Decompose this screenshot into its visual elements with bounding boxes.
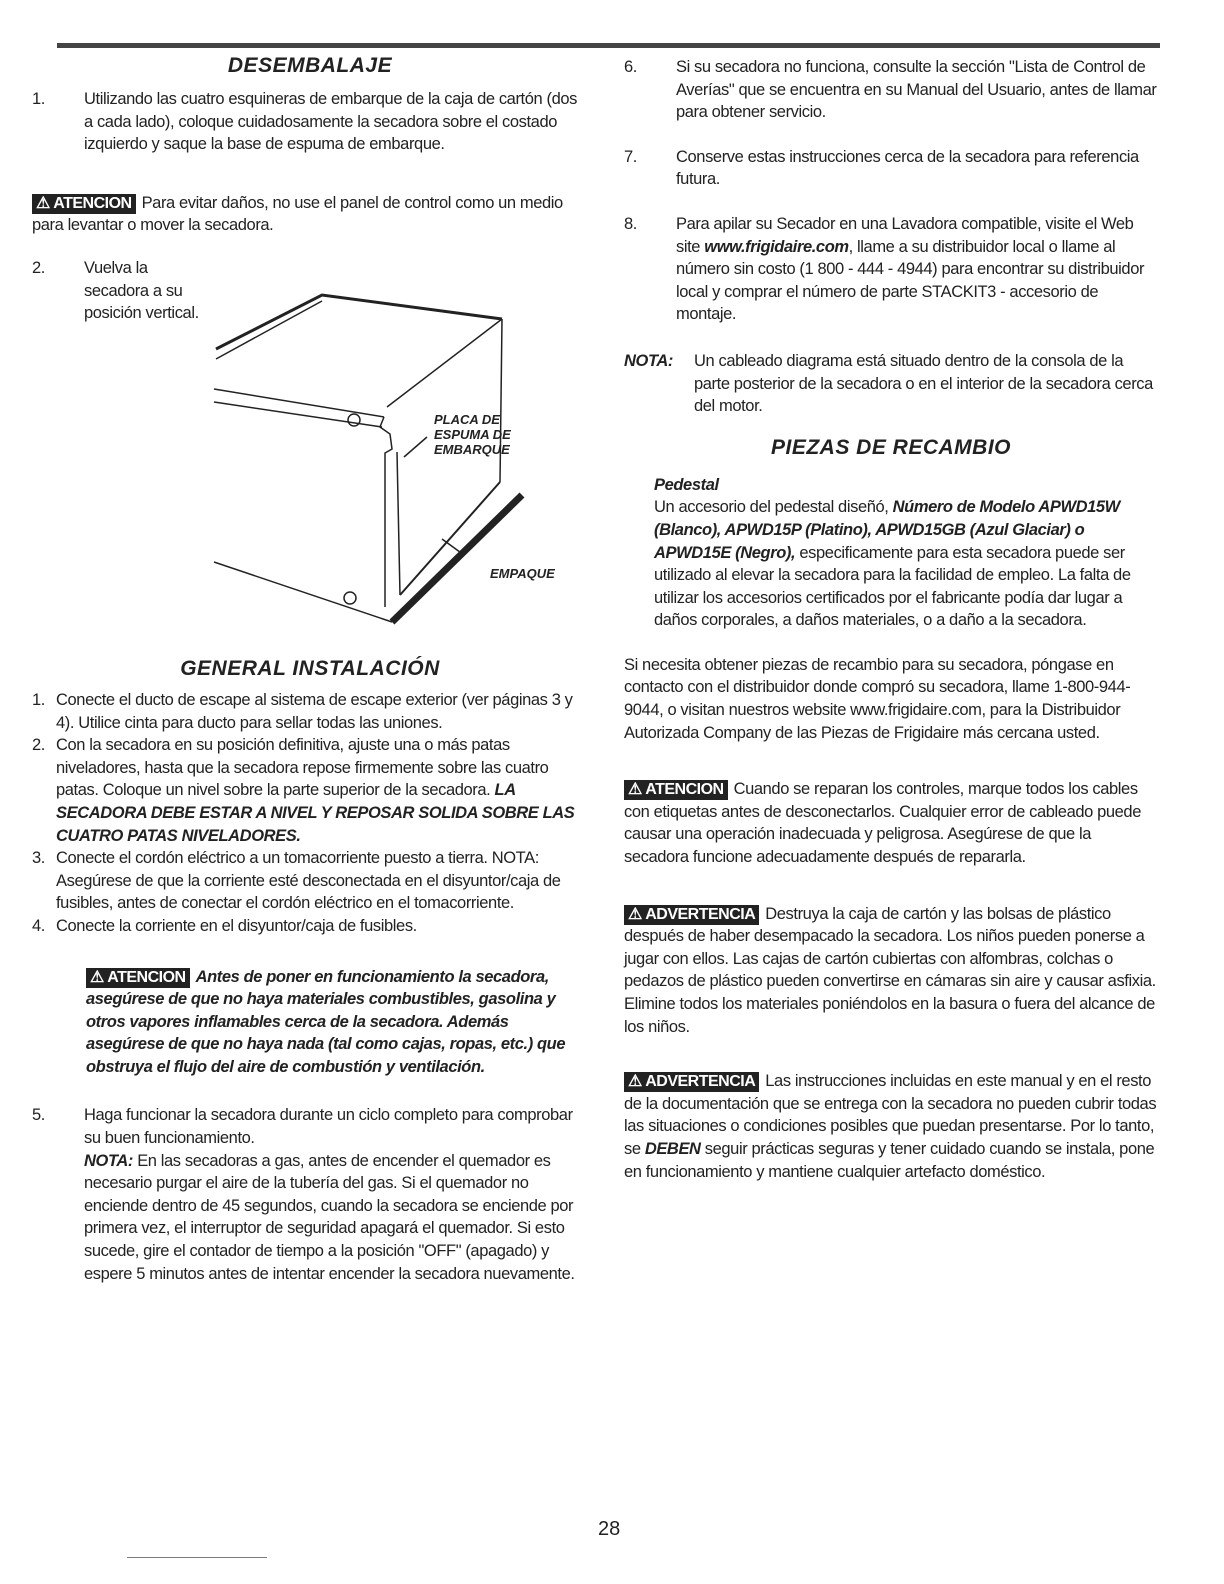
label-espuma: ESPUMA DE	[434, 426, 511, 442]
right-column	[624, 52, 1158, 1183]
warning-text: Antes de poner en funcionamiento la secadora, asegúrese de que no haya materiales combustibles, gasolina y otros vapores inflamables cerca de la secadora. Además asegúrese de que no haya nada (tal como cajas, ropas, etc.) que obstruya el flujo del aire de combustión y ventilación.	[86, 967, 566, 1076]
warning-badge: ⚠ ATENCION	[624, 780, 728, 800]
warning-badge: ⚠ ADVERTENCIA	[624, 905, 759, 925]
nota-text: Un cableado diagrama está situado dentro de la consola de la parte posterior de la secadora o en el interior de la secadora cerca del motor.	[694, 351, 1153, 416]
label-empaque: EMPAQUE	[490, 565, 555, 581]
pedestal-title: Pedestal	[654, 475, 719, 494]
warning-badge: ⚠ ATENCION	[32, 194, 136, 214]
page-number: 28	[598, 1518, 621, 1540]
warning-text: Para evitar daños, no use el panel de control como un medio para levantar o mover la secadora.	[32, 193, 563, 235]
recambio-paragraph: Si necesita obtener piezas de recambio para su secadora, póngase en contacto con el distribuidor donde compró su secadora, llame 1-800-944-9044, o visitan nuestros website www.frigidaire.com, para la Distribuidor Autorizada Company de las Piezas de Frigidaire más cercana usted.	[624, 655, 1131, 742]
label-placa: PLACA DE	[434, 411, 500, 427]
atencion-note-1	[32, 192, 588, 237]
advertencia-note-2: ⚠ ADVERTENCIA Las instrucciones incluidas en este manual y en el resto de la documentación que se entrega con la secadora no pueden cubrir todas las situaciones o condiciones posibles que puedan presentarse. Por lo tanto, se DEBEN seguir prácticas seguras y tener cuidado cuando se instala, pone en funcionamiento y mantiene cualquier artefacto doméstico.	[624, 1072, 1157, 1181]
label-embarque: EMBARQUE	[434, 441, 510, 457]
advertencia-note-1: ⚠ ADVERTENCIA Destruya la caja de cartón y las bolsas de plástico después de haber desempacado la secadora. Los niños pueden ponerse a jugar con ellos. Las cajas de cartón cubiertas con alfombras, colchas o pedazos de plástico pueden convertirse en cámaras sin aire y causar asfixia. Elimine todos los materiales poniéndolos en la basura o fuera del alcance de los niños.	[624, 904, 1156, 1036]
nota-text: En las secadoras a gas, antes de encender el quemador es necesario purgar el aire de la tubería del gas. Si el quemador no enciende dentro de 45 segundos, cuando la secadora se enciende por primera vez, el interruptor de seguridad apagará el quemador. Si esto sucede, gire el contador de tiempo a la posición "OFF" (apagado) y espere 5 minutos antes de intentar encender la secadora nuevamente.	[84, 1151, 575, 1283]
footer-line	[127, 1557, 267, 1558]
install-list	[32, 689, 588, 938]
nota-label: NOTA:	[624, 351, 674, 370]
nota-label: NOTA:	[84, 1151, 134, 1170]
install-step: 2. Con la secadora en su posición definitiva, ajuste una o más patas niveladores, hasta que la secadora repose firmemente sobre las cuatro patas. Coloque un nivel sobre la parte superior de la secadora. LA SECADORA DEBE ESTAR A NIVEL Y REPOSAR SOLIDA SOBRE LAS CUATRO PATAS NIVELADORES.	[32, 736, 575, 845]
step-6: 6. Si su secadora no funciona, consulte la sección "Lista de Control de Averías" que se encuentra en su Manual del Usuario, antes de llamar para obtener servicio.	[624, 58, 1157, 122]
nota-wiring	[624, 350, 1158, 418]
unpack-step-1	[32, 88, 588, 156]
step-number: 2.	[32, 258, 45, 277]
step-number: 1.	[32, 90, 45, 108]
atencion-note-3: ⚠ ATENCION Cuando se reparan los controles, marque todos los cables con etiquetas antes de desconectarlos. Cualquier error de cableado puede causar una operación inadecuada y peligrosa. Asegúrese de que la secadora funcione adecuadamente después de repararla.	[624, 780, 1141, 867]
step-text: Utilizando las cuatro esquineras de embarque de la caja de cartón (dos a cada lado), coloque cuidadosamente la secadora sobre el costado izquierdo y saque la base de espuma de embarque.	[84, 90, 577, 154]
unpack-step-2-row	[32, 257, 588, 637]
install-step: 3. Conecte el cordón eléctrico a un tomacorriente puesto a tierra. NOTA: Asegúrese de que la corriente esté desconectada en el disyuntor/caja de fusibles, antes de conectar el cordón eléctrico en el tomacorriente.	[32, 849, 561, 913]
step-8: 8. Para apilar su Secador en una Lavadora compatible, visite el Web site www.frigidaire.com, llame a su distribuidor local o llame al número sin costo (1 800 - 444 - 4944) para encontrar su distribuidor local y comprar el número de parte STACKIT3 - accesorio de montaje.	[624, 214, 1145, 324]
two-column-body	[32, 52, 1158, 1285]
warning-badge: ⚠ ADVERTENCIA	[624, 1072, 759, 1092]
pedestal-section: Pedestal Un accesorio del pedestal diseñó, Número de Modelo APWD15W (Blanco), APWD15P (Platino), APWD15GB (Azul Glaciar) o APWD15E (Negro), especificamente para esta secadora puede ser utilizado al elevar la secadora para la facilidad de empleo. La falta de utilizar los accesorios certificados por el fabricante podía dar lugar a daños corporales, a daños materiales, o a daño a la secadora.	[654, 474, 1158, 632]
step-text: Haga funcionar la secadora durante un ciclo completo para comprobar su buen funcionamiento.	[84, 1106, 573, 1148]
step-7: 7. Conserve estas instrucciones cerca de la secadora para referencia futura.	[624, 147, 1139, 189]
step-text: Vuelva la secadora a su posición vertical.	[84, 258, 199, 323]
dryer-diagram	[202, 277, 582, 637]
heading-desembalaje: DESEMBALAJE	[227, 54, 393, 77]
frigidaire-link[interactable]: www.frigidaire.com	[704, 237, 849, 256]
unpack-step-2	[32, 257, 202, 325]
heading-piezas: PIEZAS DE RECAMBIO	[770, 435, 1012, 459]
heading-general-instalacion: GENERAL INSTALACIÓN	[180, 656, 440, 680]
left-column	[32, 52, 588, 1285]
install-step: 1. Conecte el ducto de escape al sistema de escape exterior (ver páginas 3 y 4). Utilice cinta para ducto para sellar todas las uniones.	[32, 690, 573, 732]
top-rule	[57, 43, 1160, 48]
warning-badge: ⚠ ATENCION	[86, 968, 190, 988]
atencion-note-2	[86, 966, 588, 1079]
install-step-5: 5. Haga funcionar la secadora durante un ciclo completo para comprobar su buen funcionamiento. NOTA: En las secadoras a gas, antes de encender el quemador es necesario purgar el aire de la tubería del gas. Si el quemador no enciende dentro de 45 segundos, cuando la secadora se enciende por primera vez, el interruptor de seguridad apagará el quemador. Si esto sucede, gire el contador de tiempo a la posición "OFF" (apagado) y espere 5 minutos antes de intentar encender la secadora nuevamente.	[32, 1106, 575, 1283]
install-step: 4. Conecte la corriente en el disyuntor/caja de fusibles.	[32, 916, 417, 935]
